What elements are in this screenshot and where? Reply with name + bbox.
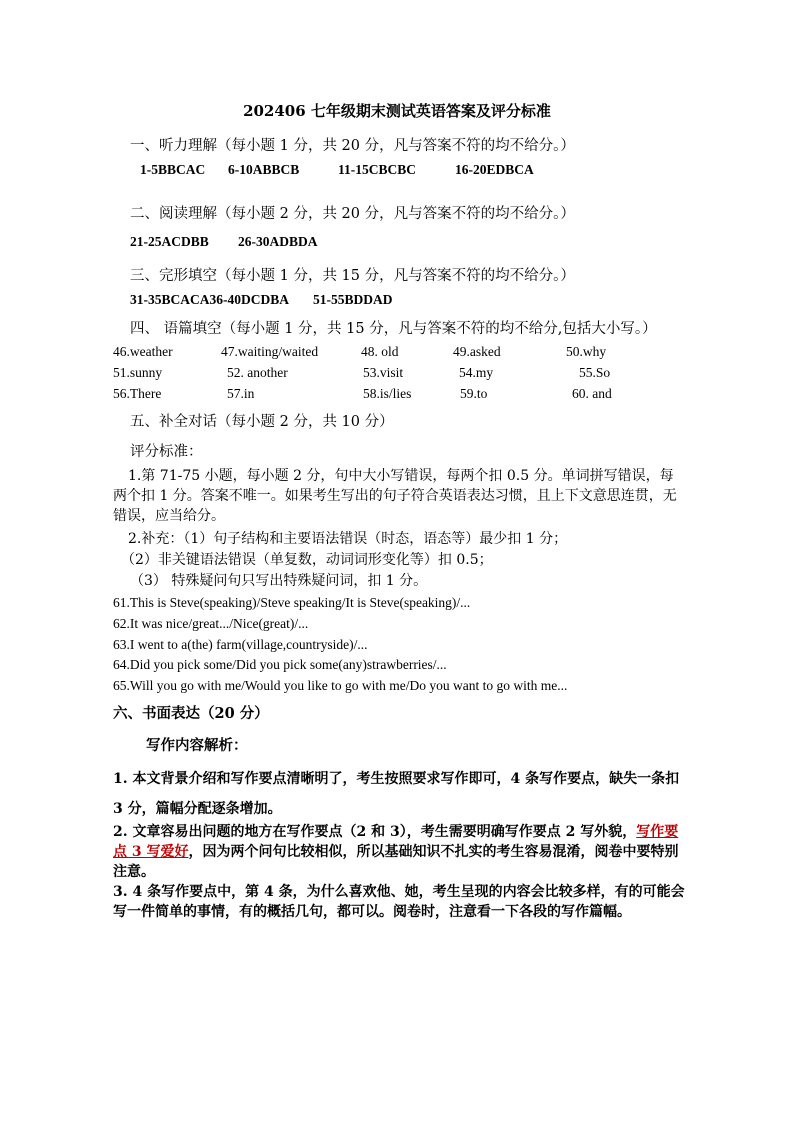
passage-fill-heading: 四、 语篇填空（每小题 1 分，共 15 分，凡与答案不符的均不给分,包括大小写。） bbox=[130, 321, 657, 337]
answer-group: 16-20EDBCA bbox=[455, 162, 534, 177]
blank-answer: 55.So bbox=[579, 365, 611, 380]
blank-answer: 46.weather bbox=[113, 344, 173, 359]
blank-answer: 47.waiting/waited bbox=[221, 344, 319, 359]
listening-answers bbox=[140, 162, 534, 178]
writing-point-2-text: 2. 文章容易出问题的地方在写作要点（2 和 3），考生需要明确写作要点 2 写外貌， bbox=[113, 824, 637, 840]
blank-answer: 48. old bbox=[361, 344, 399, 359]
answer-group: 11-15CBCBC bbox=[338, 162, 417, 177]
dialogue-answer: 62.It was nice/great.../Nice(great)/... bbox=[113, 616, 309, 631]
blank-answer: 50.why bbox=[566, 344, 607, 359]
criteria-rule-2-sub: （2）非关键语法错误（单复数，动词词形变化等）扣 0.5； bbox=[121, 552, 493, 568]
criteria-rule-2: 2.补充：（1）句子结构和主要语法错误（时态，语态等）最少扣 1 分； bbox=[128, 531, 568, 547]
blank-answer: 53.visit bbox=[363, 365, 404, 380]
blank-answer: 54.my bbox=[459, 365, 494, 380]
blank-answer: 51.sunny bbox=[113, 365, 163, 380]
dialogue-answer: 64.Did you pick some/Did you pick some(any)strawberries/... bbox=[113, 657, 447, 672]
page-title: 202406 七年级期末测试英语答案及评分标准 bbox=[243, 102, 551, 120]
listening-heading: 一、听力理解（每小题 1 分，共 20 分，凡与答案不符的均不给分。） bbox=[130, 138, 575, 154]
passage-fill-row bbox=[113, 344, 606, 360]
writing-point-3: 3. 4 条写作要点中，第 4 条，为什么喜欢他、她，考生呈现的内容会比较多样，有的可能会写一件简单的事情，有的概括几句，都可以。阅卷时，注意看一下各段的写作篇幅。 bbox=[113, 884, 685, 920]
answer-group: 21-25ACDBB bbox=[130, 234, 209, 249]
cloze-answers bbox=[130, 292, 393, 308]
highlighted-text: 写作要点 3 写爱好 bbox=[113, 824, 679, 860]
answer-group: 1-5BBCAC bbox=[140, 162, 206, 177]
dialogue-answer: 65.Will you go with me/Would you like to go with me/Do you want to go with me... bbox=[113, 678, 568, 693]
writing-heading: 六、书面表达（20 分） bbox=[113, 705, 269, 722]
criteria-rule-3-sub: （3） 特殊疑问句只写出特殊疑问词，扣 1 分。 bbox=[130, 573, 428, 589]
dialogue-answer: 61.This is Steve(speaking)/Steve speaking/It is Steve(speaking)/... bbox=[113, 595, 471, 610]
answer-group: 26-30ADBDA bbox=[238, 234, 318, 249]
writing-point-1: 1. 本文背景介绍和写作要点清晰明了，考生按照要求写作即可，4 条写作要点，缺失一条扣 3 分，篇幅分配逐条增加。 bbox=[113, 771, 680, 817]
blank-answer: 52. another bbox=[227, 365, 288, 380]
cloze-heading: 三、完形填空（每小题 1 分，共 15 分，凡与答案不符的均不给分。） bbox=[130, 268, 575, 284]
passage-fill-row bbox=[113, 365, 610, 381]
writing-point-2-text: ，因为两个问句比较相似，所以基础知识不扎实的考生容易混淆，阅卷中要特别注意。 bbox=[113, 844, 679, 880]
reading-heading: 二、阅读理解（每小题 2 分，共 20 分，凡与答案不符的均不给分。） bbox=[130, 206, 575, 222]
answer-group: 31-35BCACA36-40DCDBA bbox=[130, 292, 289, 307]
criteria-rule-1: 1.第 71-75 小题，每小题 2 分，句中大小写错误，每两个扣 0.5 分。单词拼写错误，每两个扣 1 分。答案不唯一。如果考生写出的句子符合英语表达习惯，且上下文意思连贯，无错误，应当给分。 bbox=[113, 468, 677, 524]
blank-answer: 49.asked bbox=[453, 344, 501, 359]
blank-answer: 57.in bbox=[227, 386, 255, 401]
blank-answer: 60. and bbox=[572, 386, 612, 401]
writing-subheading: 写作内容解析： bbox=[146, 737, 248, 754]
dialogue-heading: 五、补全对话（每小题 2 分，共 10 分） bbox=[130, 414, 394, 430]
blank-answer: 56.There bbox=[113, 386, 162, 401]
answer-group: 6-10ABBCB bbox=[228, 162, 300, 177]
answer-group: 51-55BDDAD bbox=[313, 292, 393, 307]
blank-answer: 59.to bbox=[460, 386, 488, 401]
criteria-label: 评分标准： bbox=[130, 444, 203, 460]
blank-answer: 58.is/lies bbox=[363, 386, 412, 401]
dialogue-answer: 63.I went to a(the) farm(village,countryside)/... bbox=[113, 637, 368, 652]
reading-answers bbox=[130, 234, 318, 250]
passage-fill-row bbox=[113, 386, 612, 402]
writing-point-2 bbox=[113, 822, 688, 882]
